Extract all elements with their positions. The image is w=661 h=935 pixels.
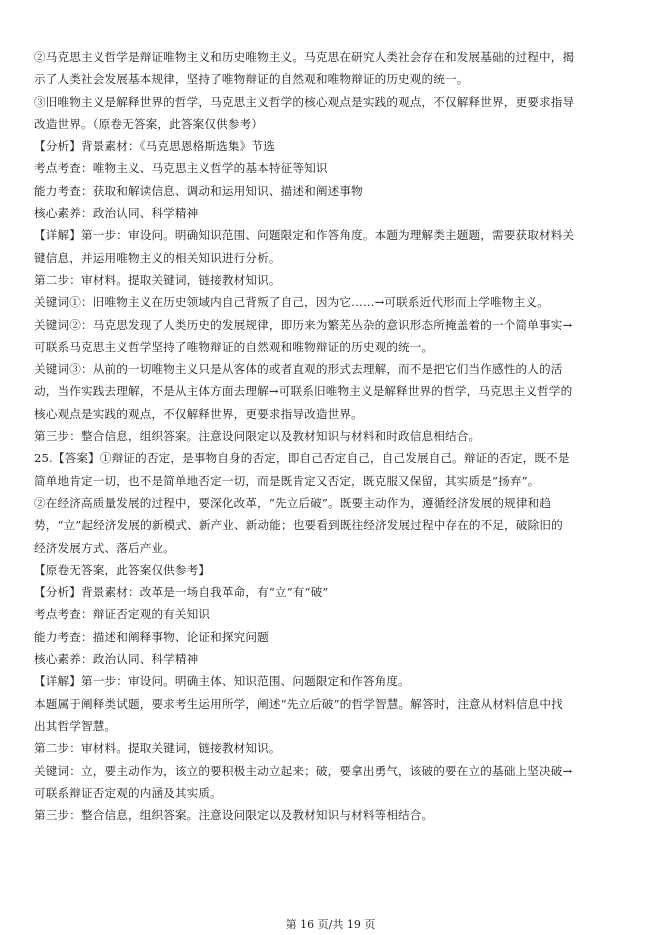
text-line: ②在经济高质量发展的过程中，要深化改革，“先立后破”。既要主动作为，遵循经济发展的规律和趋 <box>34 495 552 510</box>
text-line: 改造世界。（原卷无答案，此答案仅供参考） <box>34 116 264 131</box>
text-line: 核心素养：政治认同、科学精神 <box>34 206 199 221</box>
text-line: 第二步：审材料。提取关键词，链接教材知识。 <box>34 741 281 756</box>
text-line: ③旧唯物主义是解释世界的哲学，马克思主义哲学的核心观点是实践的观点，不仅解释世界，更要求指导 <box>34 94 575 109</box>
text-line: 经济发展方式、落后产业。 <box>34 540 175 555</box>
text-line: 能力考查：描述和阐释事物、论证和探究问题 <box>34 629 269 644</box>
text-line: ②马克思主义哲学是辩证唯物主义和历史唯物主义。马克思在研究人类社会存在和发展基础的过程中，揭 <box>34 50 575 64</box>
text-line: 可联系马克思主义哲学坚持了唯物辩证的自然观和唯物辩证的历史观的统一。 <box>34 339 434 354</box>
text-line: 本题属于阐释类试题，要求考生运用所学，阐述“先立后破”的哲学智慧。解答时，注意从材料信息中找 <box>34 696 563 711</box>
text-line: 可联系辩证否定观的内涵及其实质。 <box>34 785 222 800</box>
analysis-heading: 【分析】背景素材：改革是一场自我革命，有“立”有“破” <box>34 585 329 600</box>
text-line: 关键词③：从前的一切唯物主义只是从客体的或者直观的形式去理解，而不是把它们当作感性的人的活 <box>34 362 563 377</box>
text-line: 关键词：立，要主动作为，该立的要积极主动立起来；破，要拿出勇气，该破的要在立的基础上坚决破→ <box>34 763 573 778</box>
text-line: 示了人类社会发展基本规律，坚持了唯物辩证的自然观和唯物辩证的历史观的统一。 <box>34 72 469 87</box>
text-line: 关键词②：马克思发现了人类历史的发展规律，即历来为繁芜丛杂的意识形态所掩盖着的一个简单事实→ <box>34 317 573 332</box>
text-line: 动，当作实践去理解，不是从主体方面去理解→可联系旧唯物主义是解释世界的哲学，马克思主义哲学的 <box>34 384 573 399</box>
text-line: 能力考查：获取和解读信息、调动和运用知识、描述和阐述事物 <box>34 183 363 198</box>
document-body <box>34 46 628 826</box>
text-line: 考点考查：辩证否定观的有关知识 <box>34 607 211 622</box>
detail-heading: 【详解】第一步：审设问。明确知识范围、问题限定和作答角度。本题为理解类主题题，需要获取材料关 <box>34 228 575 243</box>
answer-heading: 25.【答案】①辩证的否定，是事物自身的否定，即自己否定自己，自己发展自己。辩证的否定，既不是 <box>34 451 570 466</box>
analysis-heading: 【分析】背景素材：《马克思恩格斯选集》节选 <box>34 139 275 154</box>
text-line: 【原卷无答案，此答案仅供参考】 <box>34 562 211 577</box>
text-line: 核心素养：政治认同、科学精神 <box>34 652 199 667</box>
page-number-footer: 第 16 页/共 19 页 <box>285 918 376 931</box>
text-line: 第二步：审材料。提取关键词，链接教材知识。 <box>34 272 281 287</box>
text-line: 键信息，并运用唯物主义的相关知识进行分析。 <box>34 250 281 265</box>
text-line: 出其哲学智慧。 <box>34 718 117 733</box>
text-line: 核心观点是实践的观点，不仅解释世界，更要求指导改造世界。 <box>34 406 363 421</box>
detail-heading: 【详解】第一步：审设问。明确主体、知识范围、问题限定和作答角度。 <box>34 674 410 689</box>
text-line: 第三步：整合信息，组织答案。注意设问限定以及教材知识与材料和时政信息相结合。 <box>34 429 481 444</box>
text-line: 第三步：整合信息，组织答案。注意设问限定以及教材知识与材料等相结合。 <box>34 808 434 823</box>
text-line: 关键词①：旧唯物主义在历史领域内自己背叛了自己，因为它……→可联系近代形而上学唯物主义。 <box>34 295 549 310</box>
text-line: 考点考查：唯物主义、马克思主义哲学的基本特征等知识 <box>34 161 328 176</box>
text-line: 势，“立”起经济发展的新模式、新产业、新动能；也要看到既往经济发展过程中存在的不足，破除旧的 <box>34 518 563 533</box>
text-line: 简单地肯定一切，也不是简单地否定一切，而是既肯定又否定，既克服又保留，其实质是“扬弃”。 <box>34 473 540 488</box>
